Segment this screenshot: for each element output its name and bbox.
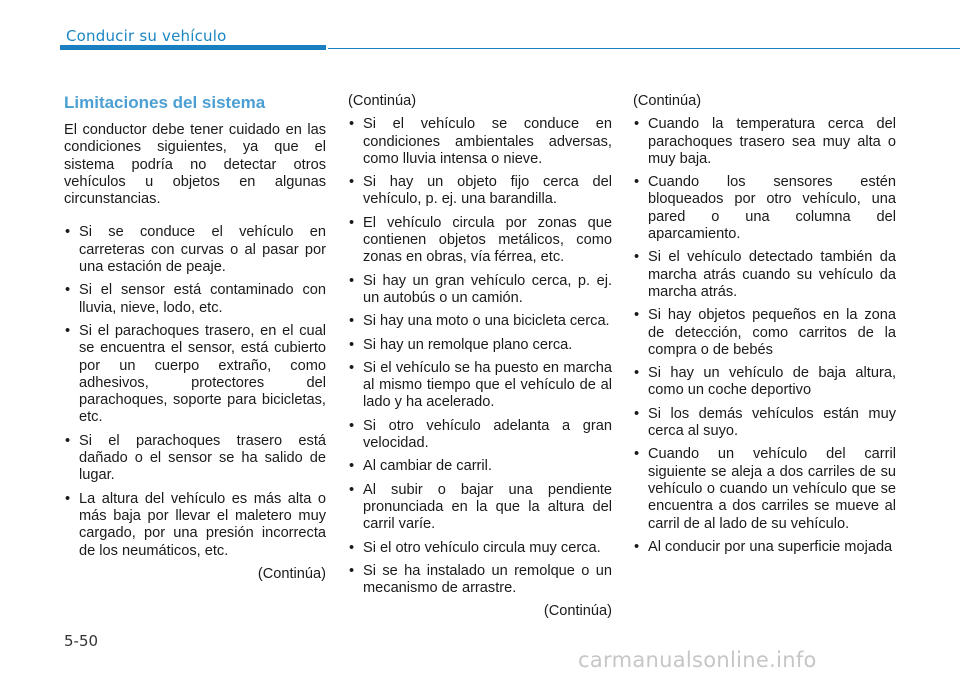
watermark[interactable]: carmanualsonline.info	[578, 648, 817, 672]
list-item	[348, 273, 612, 308]
list-item	[348, 360, 612, 412]
list-item-text: Si los demás vehículos están muy cerca al suyo.	[648, 405, 896, 440]
bullet-icon: •	[349, 116, 355, 133]
bullet-icon: •	[65, 490, 71, 507]
header-rule-thin	[328, 48, 960, 49]
list-item	[633, 406, 896, 441]
list-item-text: Si hay objetos pequeños en la zona de detección, como carritos de la compra o de bebés	[648, 307, 896, 358]
list-item-text: Si se conduce el vehículo en carreteras con curvas o al pasar por una estación de peaje.	[79, 224, 326, 276]
list-item	[348, 174, 612, 209]
list-item	[348, 418, 612, 453]
list-item-text: Al cambiar de carril.	[363, 458, 492, 475]
list-item-text: Si el vehículo se conduce en condiciones ambientales adversas, como lluvia intensa o nieve.	[363, 116, 612, 167]
bullet-list-3	[633, 116, 896, 556]
list-item-text: Si el otro vehículo circula muy cerca.	[363, 539, 601, 556]
bullet-icon: •	[634, 405, 640, 422]
list-item-text: Si el parachoques trasero está dañado o el sensor se ha salido de lugar.	[79, 432, 326, 484]
bullet-icon: •	[349, 539, 355, 556]
list-item	[348, 313, 612, 330]
bullet-icon: •	[65, 432, 71, 449]
list-item-text: Al subir o bajar una pendiente pronunciada en la que la altura del carril varíe.	[363, 481, 612, 533]
list-item-text: Cuando los sensores estén bloqueados por otro vehículo, una pared o una columna del aparcamiento.	[648, 174, 896, 243]
bullet-icon: •	[65, 322, 71, 339]
list-item-text: Si el sensor está contaminado con lluvia, nieve, lodo, etc.	[79, 282, 326, 316]
bullet-list-2	[348, 116, 612, 597]
list-item	[348, 563, 612, 598]
list-item-text: Si hay una moto o una bicicleta cerca.	[363, 313, 610, 330]
bullet-icon: •	[634, 174, 640, 191]
list-item	[348, 540, 612, 557]
bullet-icon: •	[349, 313, 355, 330]
list-item-text: Cuando la temperatura cerca del parachoques trasero sea muy alta o muy baja.	[648, 116, 896, 167]
list-item	[348, 116, 612, 168]
bullet-icon: •	[349, 336, 355, 353]
bullet-icon: •	[349, 481, 355, 498]
list-item-text: Si hay un vehículo de baja altura, como un coche deportivo	[648, 365, 896, 399]
bullet-icon: •	[634, 249, 640, 266]
bullet-icon: •	[634, 538, 640, 555]
header-rule-thick	[60, 45, 326, 50]
column-1	[64, 93, 326, 583]
list-item	[633, 365, 896, 400]
list-item-text: Si hay un gran vehículo cerca, p. ej. un autobús o un camión.	[363, 272, 612, 306]
page-number: 5-50	[64, 632, 99, 650]
bullet-icon: •	[65, 282, 71, 299]
bullet-icon: •	[349, 214, 355, 231]
list-item-text: Si se ha instalado un remolque o un mecanismo de arrastre.	[363, 562, 612, 597]
continued-label: (Continúa)	[348, 93, 417, 109]
bullet-icon: •	[349, 417, 355, 434]
list-item	[633, 116, 896, 168]
continues-label: (Continúa)	[543, 603, 612, 620]
bullet-icon: •	[634, 446, 640, 463]
list-item	[633, 174, 896, 243]
list-item-text: Si hay un objeto fijo cerca del vehículo, p. ej. una barandilla.	[363, 174, 612, 208]
section-header: Conducir su vehículo	[66, 27, 227, 45]
column-3	[633, 93, 896, 562]
list-item-text: Cuando un vehículo del carril siguiente se aleja a dos carriles de su vehículo o cuando un vehículo que se encuentra a dos carriles se mueve al carril de al lado de su vehículo.	[648, 446, 896, 532]
list-item	[633, 446, 896, 532]
continued-label: (Continúa)	[633, 93, 702, 109]
list-item	[633, 249, 896, 301]
list-item	[348, 458, 612, 475]
list-item	[348, 337, 612, 354]
list-item-text: La altura del vehículo es más alta o más baja por llevar el maletero muy cargado, por una presión incorrecta de los neumáticos, etc.	[79, 490, 326, 559]
bullet-icon: •	[349, 272, 355, 289]
bullet-icon: •	[349, 458, 355, 475]
list-item	[64, 282, 326, 317]
list-item	[64, 224, 326, 276]
list-item-text: Al conducir por una superficie mojada	[648, 538, 893, 555]
list-item-text: Si el vehículo detectado también da marcha atrás cuando su vehículo da marcha atrás.	[648, 249, 896, 300]
section-title: Limitaciones del sistema	[64, 93, 266, 112]
list-item-text: Si hay un remolque plano cerca.	[363, 336, 573, 353]
list-item	[64, 491, 326, 560]
list-item	[348, 482, 612, 534]
bullet-icon: •	[65, 224, 71, 241]
list-item	[64, 323, 326, 427]
list-item	[633, 539, 896, 556]
bullet-icon: •	[349, 562, 355, 579]
intro-paragraph: El conductor debe tener cuidado en las condiciones siguientes, ya que el sistema podría no detectar otros vehículos u objetos en algunas circunstancias.	[64, 122, 326, 208]
bullet-icon: •	[634, 307, 640, 324]
list-item	[633, 307, 896, 359]
list-item	[64, 433, 326, 485]
list-item	[348, 215, 612, 267]
column-2	[348, 93, 612, 621]
bullet-icon: •	[349, 359, 355, 376]
list-item-text: Si el parachoques trasero, en el cual se encuentra el sensor, está cubierto por un cuerpo extraño, como adhesivos, protectores del parachoques, soporte para bicicletas, etc.	[79, 322, 326, 426]
bullet-list-1	[64, 224, 326, 559]
bullet-icon: •	[634, 365, 640, 382]
continues-label: (Continúa)	[257, 565, 326, 582]
list-item-text: El vehículo circula por zonas que contienen objetos metálicos, como zonas en obras, vía férrea, etc.	[363, 214, 612, 266]
list-item-text: Si el vehículo se ha puesto en marcha al mismo tiempo que el vehículo de al lado y ha acelerado.	[363, 359, 612, 411]
list-item-text: Si otro vehículo adelanta a gran velocidad.	[363, 417, 612, 452]
bullet-icon: •	[349, 174, 355, 191]
bullet-icon: •	[634, 116, 640, 133]
